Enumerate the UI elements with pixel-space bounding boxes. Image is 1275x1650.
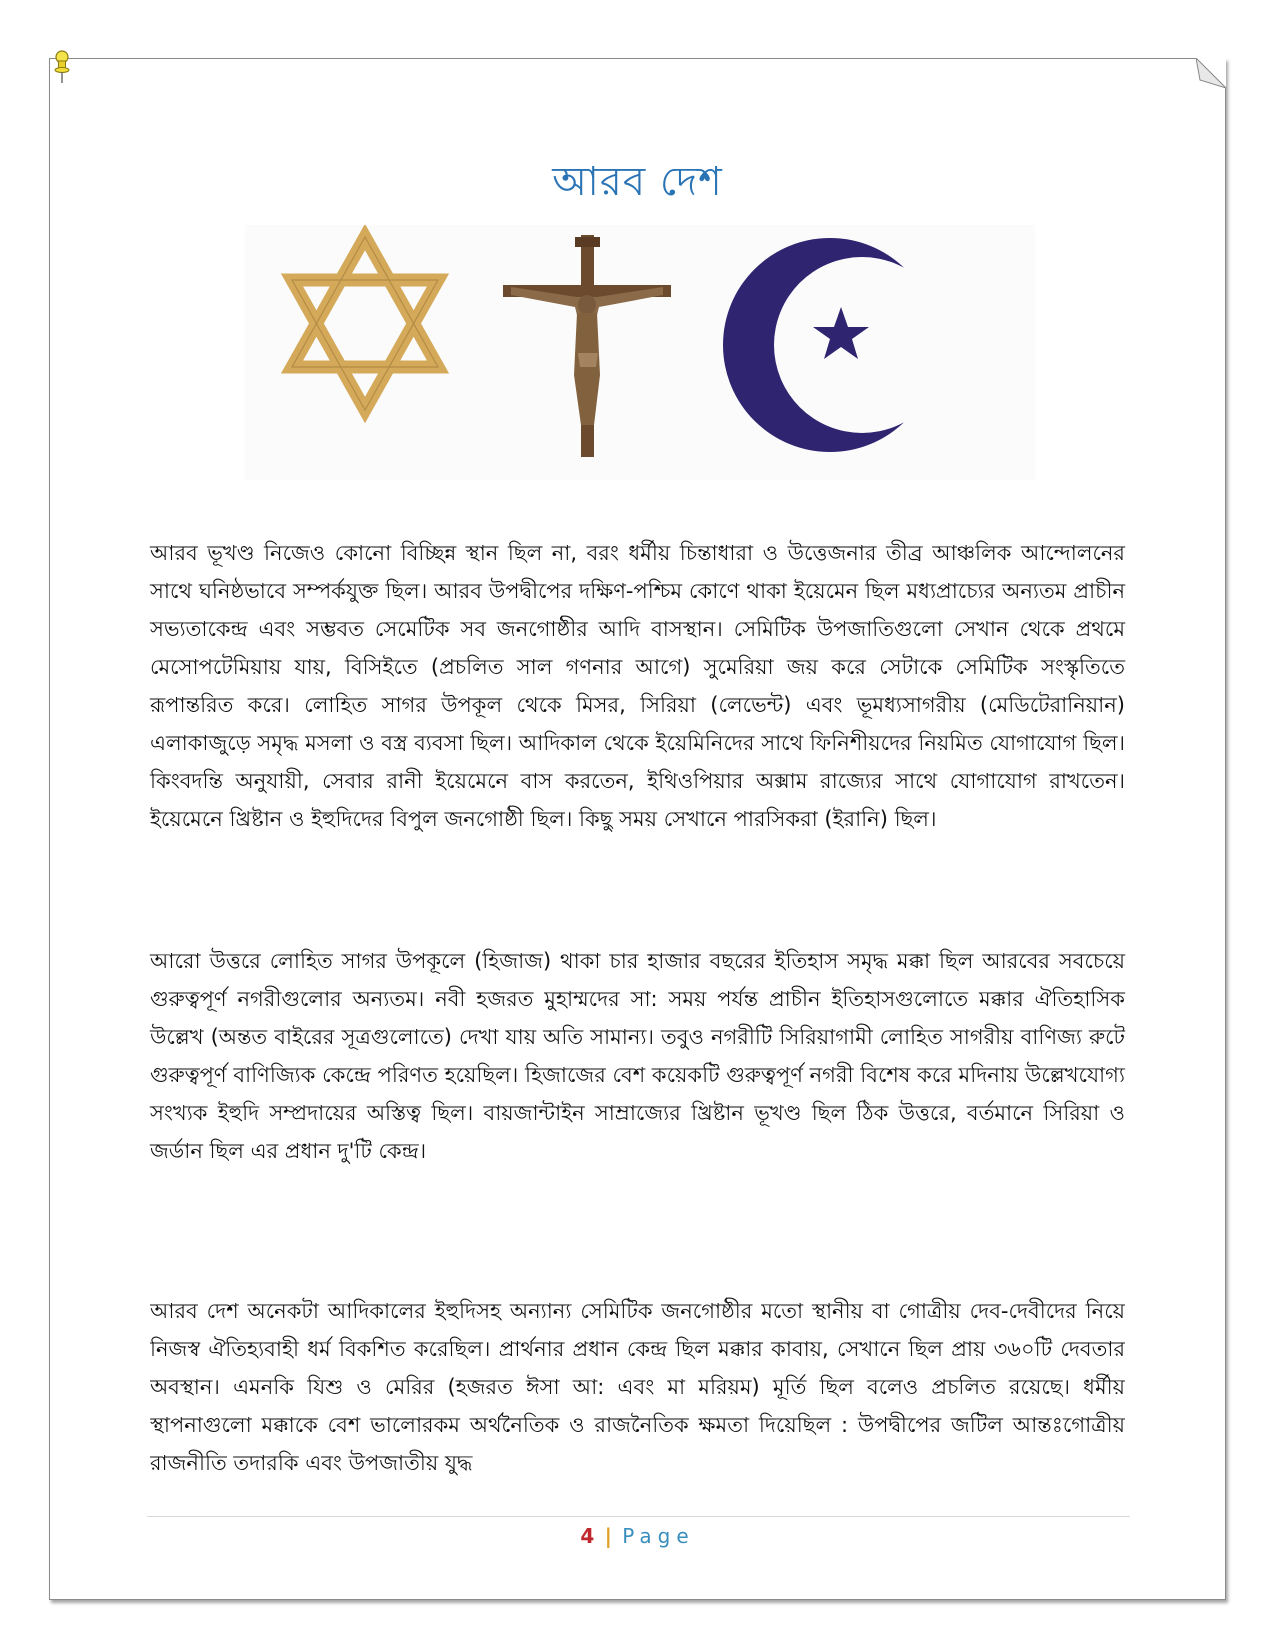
paragraph-religion: আরব দেশ অনেকটা আদিকালের ইহুদিসহ অন্যান্য সেমিটিক জনগোষ্ঠীর মতো স্থানীয় বা গোত্রীয় দেব-দেবীদের নিয়ে নিজস্ব ঐতিহ্যবাহী ধর্ম বিকশিত করেছিল। প্রার্থনার প্রধান কেন্দ্র ছিল মক্কার কাবায়, সেখানে ছিল প্রায় ৩৬০টি দেবতার অবস্থান। এমনকি যিশু ও মেরির (হজরত ঈসা আ: এবং মা মরিয়ম) মূর্তি ছিল বলেও প্রচলিত রয়েছে। ধর্মীয় স্থাপনাগুলো মক্কাকে বেশ ভালোরকম অর্থনৈতিক ও রাজনৈতিক ক্ষমতা দিয়েছিল : উপদ্বীপের জটিল আন্তঃগোত্রীয় রাজনীতি তদারকি এবং উপজাতীয় যুদ্ধ (150, 1299, 1125, 1475)
page-footer (0, 1524, 1275, 1548)
paragraph-yemen: আরব ভূখণ্ড নিজেও কোনো বিচ্ছিন্ন স্থান ছিল না, বরং ধর্মীয় চিন্তাধারা ও উত্তেজনার তীব্র আঞ্চলিক আন্দোলনের সাথে ঘনিষ্ঠভাবে সম্পর্কযুক্ত ছিল। আরব উপদ্বীপের দক্ষিণ-পশ্চিম কোণে থাকা ইয়েমেন ছিল মধ্যপ্রাচ্যের অন্যতম প্রাচীন সভ্যতাকেন্দ্র এবং সম্ভবত সেমেটিক সব জনগোষ্ঠীর আদি বাসস্থান। সেমিটিক উপজাতিগুলো সেখান থেকে প্রথমে মেসোপটেমিয়ায় যায়, বিসিইতে (প্রচলিত সাল গণনার আগে) সুমেরিয়া জয় করে সেটাকে সেমিটিক সংস্কৃতিতে রূপান্তরিত করে। লোহিত সাগর উপকূল থেকে মিসর, সিরিয়া (লেভেন্ট) এবং ভূমধ্যসাগরীয় (মেডিটেরানিয়ান) এলাকাজুড়ে সমৃদ্ধ মসলা ও বস্ত্র ব্যবসা ছিল। আদিকাল থেকে ইয়েমিনিদের সাথে ফিনিশীয়দের নিয়মিত যোগাযোগ ছিল। কিংবদন্তি অনুযায়ী, সেবার রানী ইয়েমেনে বাস করতেন, ইথিওপিয়ার অক্সাম রাজ্যের সাথে যোগাযোগ রাখতেন। ইয়েমেনে খ্রিষ্টান ও ইহুদিদের বিপুল জনগোষ্ঠী ছিল। কিছু সময় সেখানে পারসিকরা (ইরানি) ছিল। (150, 541, 1125, 831)
document-title: আরব দেশ (552, 159, 723, 205)
paragraph-mecca: আরো উত্তরে লোহিত সাগর উপকূলে (হিজাজ) থাকা চার হাজার বছরের ইতিহাস সমৃদ্ধ মক্কা ছিল আরবের সবচেয়ে গুরুত্বপূর্ণ নগরীগুলোর অন্যতম। নবী হজরত মুহাম্মদের সা: সময় পর্যন্ত প্রাচীন ইতিহাসগুলোতে মক্কার ঐতিহাসিক উল্লেখ (অন্তত বাইরের সূত্রগুলোতে) দেখা যায় অতি সামান্য। তবুও নগরীটি সিরিয়াগামী লোহিত সাগরীয় বাণিজ্য রুটে গুরুত্বপূর্ণ বাণিজ্যিক কেন্দ্রে পরিণত হয়েছিল। হিজাজের বেশ কয়েকটি গুরুত্বপূর্ণ নগরী বিশেষ করে মদিনায় উল্লেখযোগ্য সংখ্যক ইহুদি সম্প্রদায়ের অস্তিত্ব ছিল। বায়জান্টাইন সাম্রাজ্যের খ্রিষ্টান ভূখণ্ড ছিল ঠিক উত্তরে, বর্তমানে সিরিয়া ও জর্ডান ছিল এর প্রধান দু'টি কেন্দ্র। (150, 949, 1125, 1163)
pushpin-icon (52, 50, 72, 84)
page-curl-icon (1196, 58, 1226, 88)
crucifix-icon (503, 235, 671, 457)
footer-separator: | (604, 1524, 612, 1548)
religious-symbols-image (245, 225, 1035, 480)
star-of-david-icon (292, 237, 438, 410)
page-number: 4 (580, 1524, 595, 1548)
footer-divider (147, 1516, 1130, 1517)
page-label: Page (622, 1524, 695, 1548)
crescent-star-icon (723, 238, 950, 452)
